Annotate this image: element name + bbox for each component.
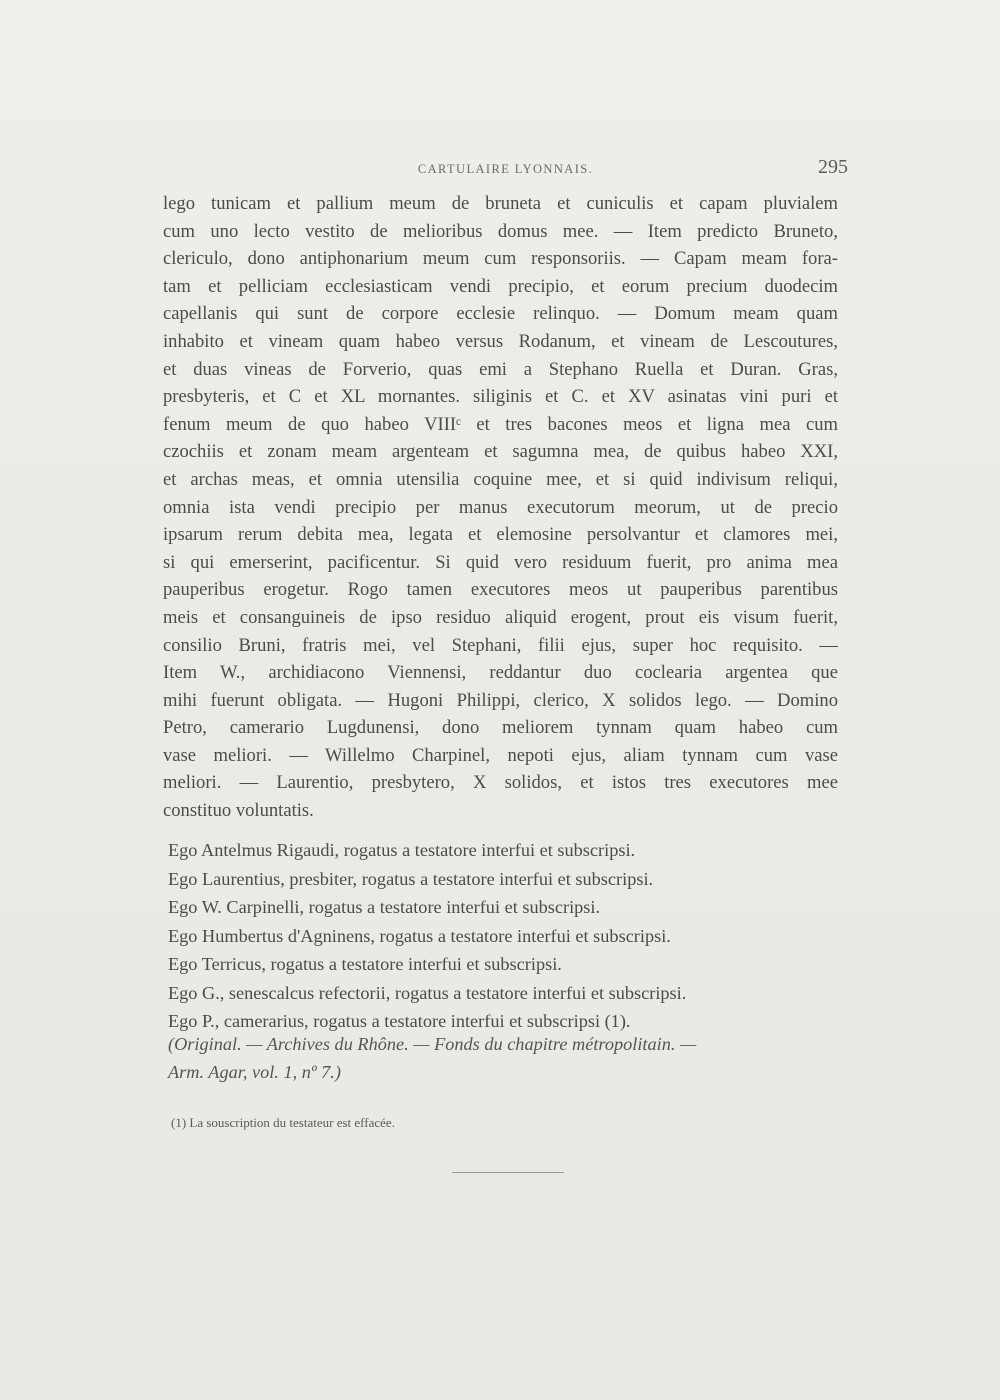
running-head [163,156,848,186]
signature-line: Ego Laurentius, presbiter, rogatus a testatore interfui et subscripsi. [168,868,654,889]
text-line: si qui emerserint, pacificentur. Si quid vero residuum fuerit, pro anima mea [163,551,838,573]
signature-line: Ego W. Carpinelli, rogatus a testatore interfui et subscripsi. [168,897,601,917]
text-line: Petro, camerario Lugdunensi, dono meliorem tynnam quam habeo cum [163,717,838,739]
text-line: fenum meum de quo habeo VIIIᶜ et tres bacones meos et ligna mea cum [163,413,838,435]
page-number: 295 [818,156,848,178]
text-line: et archas meas, et omnia utensilia coquine mee, et si quid indivisum reliqui, [163,468,838,490]
signatures [168,836,828,1036]
text-line: vase meliori. — Willelmo Charpinel, nepoti ejus, aliam tynnam cum vase [163,744,838,766]
text-line: meis et consanguineis de ipso residuo aliquid erogent, prout eis visum fuerit, [163,606,838,628]
text-line: capellanis qui sunt de corpore ecclesie relinquo. — Domum meam quam [163,303,838,325]
source-line: Arm. Agar, vol. 1, nº 7.) [168,1062,341,1082]
running-title: CARTULAIRE LYONNAIS. [417,162,594,176]
text-line: pauperibus erogetur. Rogo tamen executores meos ut pauperibus parentibus [163,579,838,601]
text-line: ipsarum rerum debita mea, legata et elemosine persolvantur et clamores mei, [163,524,838,546]
text-line: Item W., archidiacono Viennensi, reddantur duo coclearia argentea que [163,662,838,684]
text-line: consilio Bruni, fratris mei, vel Stephani, filii ejus, super hoc requisito. — [163,634,838,656]
text-line: czochiis et zonam meam argenteam et sagumna mea, de quibus habeo XXI, [163,441,838,463]
source-line: (Original. — Archives du Rhône. — Fonds du chapitre métropolitain. — [168,1034,697,1054]
text-line: presbyteris, et C et XL mornantes. siliginis et C. et XV asinatas vini puri et [163,386,838,408]
text-line: tam et pelliciam ecclesiasticam vendi precipio, et eorum precium duodecim [163,275,838,297]
text-line-last: constituo voluntatis. [163,800,314,822]
text-line: inhabito et vineam quam habeo versus Rodanum, et vineam de Lescoutures, [163,330,838,352]
signature-line: Ego P., camerarius, rogatus a testatore interfui et subscripsi (1). [168,1011,631,1031]
text-line: lego tunicam et pallium meum de bruneta et cuniculis et capam pluvialem [163,193,838,214]
text-line: meliori. — Laurentio, presbytero, X solidos, et istos tres executores mee [163,772,838,794]
source-citation [168,1030,838,1086]
footnote: (1) La souscription du testateur est effacée. [171,1115,395,1130]
text-line: cleriсulo, dono antiphonarium meum cum responsoriis. — Capam meam fora- [163,248,838,270]
signature-line: Ego Antelmus Rigaudi, rogatus a testatore interfui et subscripsi. [168,840,636,860]
text-line: cum uno lecto vestito de melioribus domus mee. — Item predicto Bruneto, [163,220,838,242]
signature-line: Ego G., senescalcus refectorii, rogatus a testatore interfui et subscripsi. [168,982,687,1003]
signature-line: Ego Humbertus d'Agninens, rogatus a testatore interfui et subscripsi. [168,925,671,946]
main-text [163,190,838,825]
text-line: et duas vineas de Forverio, quas emi a Stephano Ruella et Duran. Gras, [163,358,838,380]
text-line: mihi fuerunt obligata. — Hugoni Philippi, clerico, X solidos lego. — Domino [163,689,838,711]
text-line: omnia ista vendi precipio per manus executorum meorum, ut de precio [163,496,838,518]
signature-line: Ego Terricus, rogatus a testatore interfui et subscripsi. [168,954,562,974]
end-rule [452,1172,564,1173]
